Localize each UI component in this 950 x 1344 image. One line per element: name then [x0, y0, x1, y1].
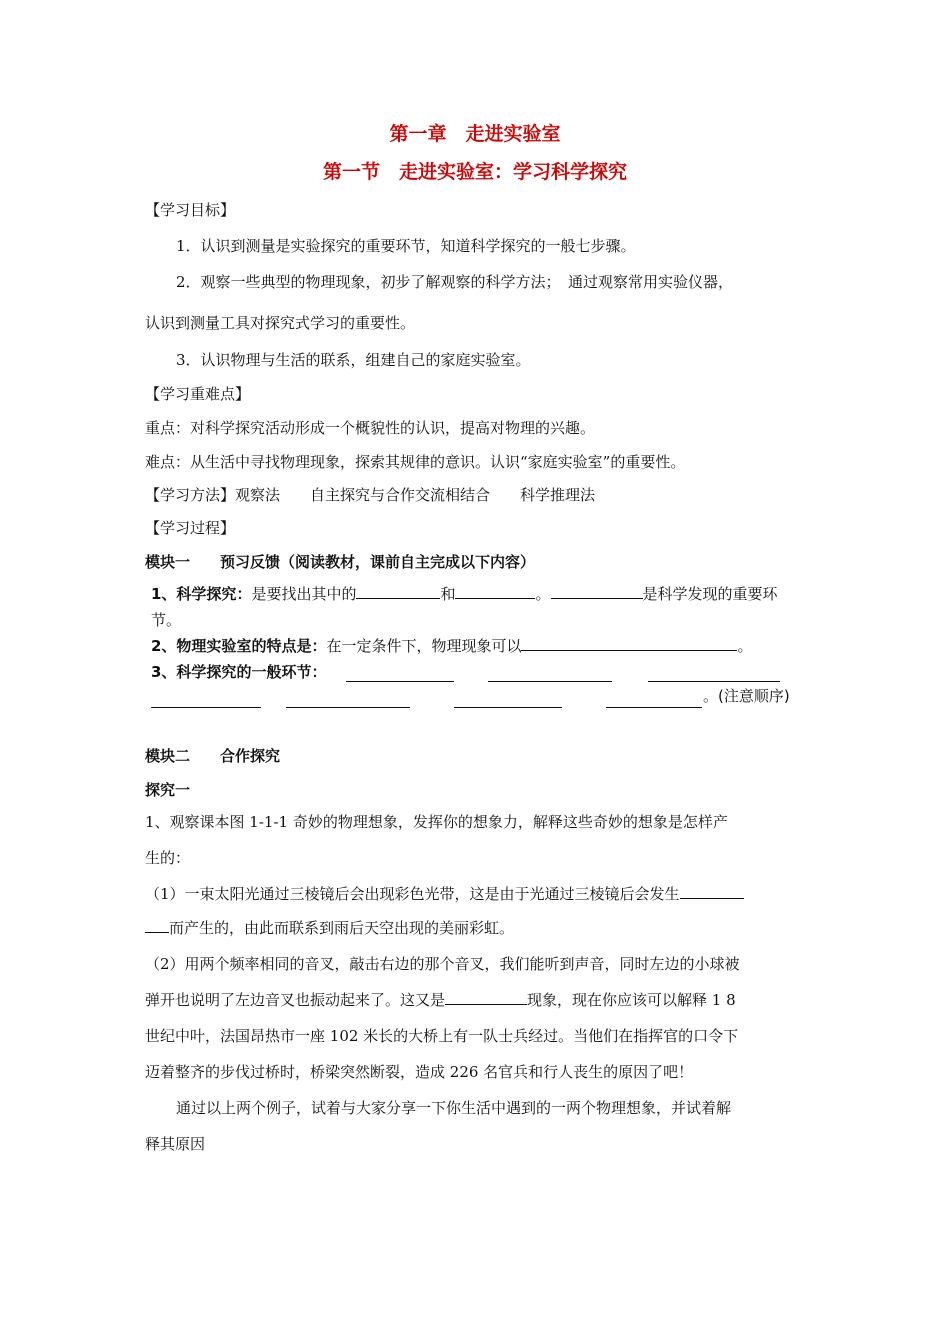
p2-text-b: 而产生的，由此而联系到雨后天空出现的美丽彩虹。	[169, 919, 515, 937]
goal-item-2: 2．观察一些典型的物理现象，初步了解观察的科学方法； 通过观察常用实验仪器，	[176, 273, 734, 291]
goal-item-2-cont: 认识到测量工具对探究式学习的重要性。	[145, 314, 416, 332]
difficulty-point: 难点：从生活中寻找物理现象，探索其规律的意识。认识“家庭实验室”的重要性。	[145, 453, 686, 471]
p2-blank-b[interactable]	[145, 918, 169, 933]
module1-q1	[151, 584, 778, 604]
p2-blank-a[interactable]	[680, 884, 744, 899]
goals-heading: 【学习目标】	[145, 201, 236, 219]
explore-p3-line2	[145, 990, 736, 1010]
q1-blank-3[interactable]	[551, 584, 643, 599]
chapter-title: 第一章 走进实验室	[389, 123, 561, 145]
explore-p3-line4: 迈着整齐的步伐过桥时，桥梁突然断裂，造成 226 名官兵和行人丧生的原因了吧！	[145, 1063, 694, 1081]
explore-p3-line3: 世纪中叶，法国昂热市一座 102 米长的大桥上有一队士兵经过。当他们在指挥官的口令下	[145, 1027, 739, 1045]
q1-text-a: 是要找出其中的	[251, 585, 357, 603]
q1-dot: 。	[535, 585, 551, 603]
explore-p4-line2: 释其原因	[145, 1135, 206, 1153]
q1-text-b: 是科学发现的重要环	[642, 585, 778, 603]
module1-q1-cont: 节。	[151, 611, 182, 629]
p3-text-b2: 现象，现在你应该可以解释 1 8	[527, 991, 736, 1009]
q3-blank-5[interactable]	[286, 693, 410, 708]
explore-p1-line1: 1、观察课本图 1-1-1 奇妙的物理想象，发挥你的想象力，解释这些奇妙的想象是怎样产	[145, 813, 728, 831]
p3-blank[interactable]	[445, 990, 527, 1005]
module1-title: 模块一 预习反馈（阅读教材，课前自主完成以下内容）	[145, 553, 536, 571]
q1-blank-1[interactable]	[356, 584, 440, 599]
q3-label: 3、科学探究的一般环节：	[151, 663, 327, 681]
q3-note: 。(注意顺序)	[703, 687, 790, 705]
q3-blank-7[interactable]	[606, 693, 702, 708]
goal-item-1: 1．认识到测量是实验探究的重要环节，知道科学探究的一般七步骤。	[176, 237, 636, 255]
q3-blank-4[interactable]	[151, 693, 261, 708]
explore-one-title: 探究一	[145, 781, 191, 799]
module2-title: 模块二 合作探究	[145, 747, 281, 765]
q3-blank-6[interactable]	[454, 693, 562, 708]
q2-blank[interactable]	[521, 636, 737, 651]
p3-text-b1: 弹开也说明了左边音叉也振动起来了。这又是	[145, 991, 446, 1009]
q1-label: 1、科学探究：	[151, 585, 252, 603]
explore-p3-line1: （2）用两个频率相同的音叉，敲击右边的那个音叉，我们能听到声音，同时左边的小球被	[145, 955, 740, 973]
explore-p4-line1: 通过以上两个例子，试着与大家分享一下你生活中遇到的一两个物理想象，并试着解	[176, 1099, 732, 1117]
goal-item-3: 3．认识物理与生活的联系，组建自己的家庭实验室。	[176, 351, 531, 369]
module1-q2	[151, 636, 752, 656]
q1-blank-2[interactable]	[455, 584, 535, 599]
process-heading: 【学习过程】	[145, 519, 236, 537]
q2-text: 在一定条件下，物理现象可以	[326, 637, 522, 655]
q3-blank-2[interactable]	[488, 667, 612, 682]
q3-blank-1[interactable]	[346, 667, 454, 682]
methods-line: 【学习方法】观察法 自主探究与合作交流相结合 科学推理法	[145, 486, 596, 504]
section-title: 第一节 走进实验室：学习科学探究	[322, 161, 627, 183]
explore-p2-line1	[145, 884, 744, 904]
q3-blank-3[interactable]	[648, 667, 780, 682]
explore-p2-line2	[145, 918, 514, 938]
q2-dot: 。	[737, 637, 753, 655]
q1-and: 和	[440, 585, 456, 603]
module1-q3	[151, 662, 326, 682]
q2-label: 2、物理实验室的特点是：	[151, 637, 327, 655]
key-points-heading: 【学习重难点】	[145, 385, 251, 403]
key-point: 重点：对科学探究活动形成一个概貌性的认识，提高对物理的兴趣。	[145, 419, 596, 437]
explore-p1-line2: 生的：	[145, 849, 191, 867]
p2-text-a: （1）一束太阳光通过三棱镜后会出现彩色光带，这是由于光通过三棱镜后会发生	[145, 885, 680, 903]
